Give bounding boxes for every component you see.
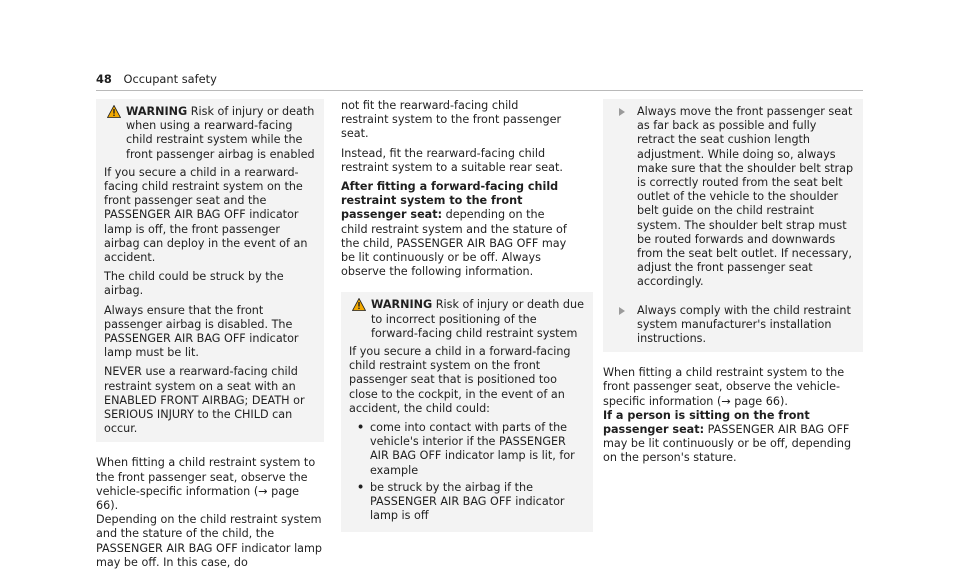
body-paragraph-forward (341, 180, 569, 279)
header-divider (96, 90, 863, 91)
warning-body (349, 345, 585, 523)
body-text (341, 99, 569, 279)
warning-box-forward (341, 292, 593, 532)
warning-title: Risk of injury or death when using a rearward-facing child restraint system while the front passenger airbag is enabled (126, 105, 315, 161)
bold-lead: If a person is sitting on the front passenger seat: (603, 408, 810, 437)
body-paragraph: not fit the rearward-facing child restraint system to the front passenger seat. (341, 99, 562, 141)
body-text (603, 366, 863, 465)
instruction-text: Always move the front passenger seat as far back as possible and fully retract the seat cushion length adjustment. While doing so, always make sure that the shoulder belt strap is correctly routed from the seat belt outlet of the vehicle to the shoulder belt guide on the child restraint system. The shoulder belt strap must be routed forwards and downwards from the seat belt outlet. If necessary, adjust the front passenger seat accordingly. (637, 105, 854, 289)
warning-heading (104, 105, 316, 162)
column-3 (603, 99, 863, 466)
column-1 (96, 99, 324, 570)
list-item: • be struck by the airbag if the PASSENGER AIR BAG OFF indicator lamp is off (349, 481, 585, 524)
warning-label: WARNING (126, 105, 188, 118)
bold-lead: After fitting a forward-facing child restraint system to the front passenger seat: (341, 180, 559, 222)
section-title: Occupant safety (123, 72, 217, 86)
warning-bullet-list (349, 421, 585, 523)
arrow-right-icon (619, 307, 625, 315)
body-paragraph: When fitting a child restraint system to the front passenger seat, observe the vehicle-specific information (→ page 66). (603, 366, 845, 408)
body-text (96, 456, 324, 570)
body-paragraph: Instead, fit the rearward-facing child restraint system to a suitable rear seat. (341, 146, 563, 174)
warning-paragraph: If you secure a child in a forward-facing child restraint system on the front passenger seat that is positioned too close to the cockpit, in the event of an accident, the child could: (349, 345, 571, 415)
paragraph-rest: depending on the child restraint system and the stature of the child, PASSENGER AIR BAG OFF may be lit continuously or be off. Always observe the following information. (341, 208, 567, 279)
warning-label: WARNING (371, 298, 433, 312)
warning-body (104, 166, 316, 437)
warning-paragraph: Always ensure that the front passenger airbag is disabled. The PASSENGER AIR BAG OFF indicator lamp must be lit. (104, 303, 299, 360)
warning-paragraph: If you secure a child in a rearward-facing child restraint system on the front passenger seat and the PASSENGER AIR BAG OFF indicator lamp is off, the front passenger airbag can deploy in the event of an accident. (104, 165, 308, 265)
body-paragraph-person (603, 409, 863, 466)
warning-paragraph: NEVER use a rearward-facing child restraint system on a seat with an ENABLED FRONT AIRBAG; DEATH or SERIOUS INJURY to the CHILD can occur. (104, 365, 305, 436)
instruction-text: Always comply with the child restraint system manufacturer's installation instructions. (637, 303, 851, 346)
list-item: • come into contact with parts of the vehicle's interior if the PASSENGER AIR BAG OFF indicator lamp is lit, for example (349, 421, 585, 478)
page-header (96, 72, 217, 86)
body-paragraph: Depending on the child restraint system and the stature of the child, the PASSENGER AIR BAG OFF indicator lamp may be off. In this case, do (96, 513, 323, 569)
warning-triangle-icon (107, 105, 121, 118)
instruction-item (613, 105, 855, 290)
column-2 (341, 99, 584, 532)
warning-paragraph: The child could be struck by the airbag. (104, 270, 284, 298)
arrow-right-icon (619, 108, 625, 116)
instruction-item (613, 304, 855, 347)
warning-box-rearward (96, 99, 324, 442)
page-number: 48 (96, 72, 112, 86)
warning-heading (349, 298, 585, 341)
paragraph-rest: PASSENGER AIR BAG OFF may be lit continuously or be off, depending on the person's stature. (603, 423, 852, 465)
warning-triangle-icon (352, 298, 366, 311)
instruction-box (603, 99, 863, 352)
body-paragraph: When fitting a child restraint system to the front passenger seat, observe the vehicle-specific information (→ page 66). (96, 456, 316, 513)
warning-title: Risk of injury or death due to incorrect positioning of the forward-facing child restraint system (371, 298, 584, 340)
